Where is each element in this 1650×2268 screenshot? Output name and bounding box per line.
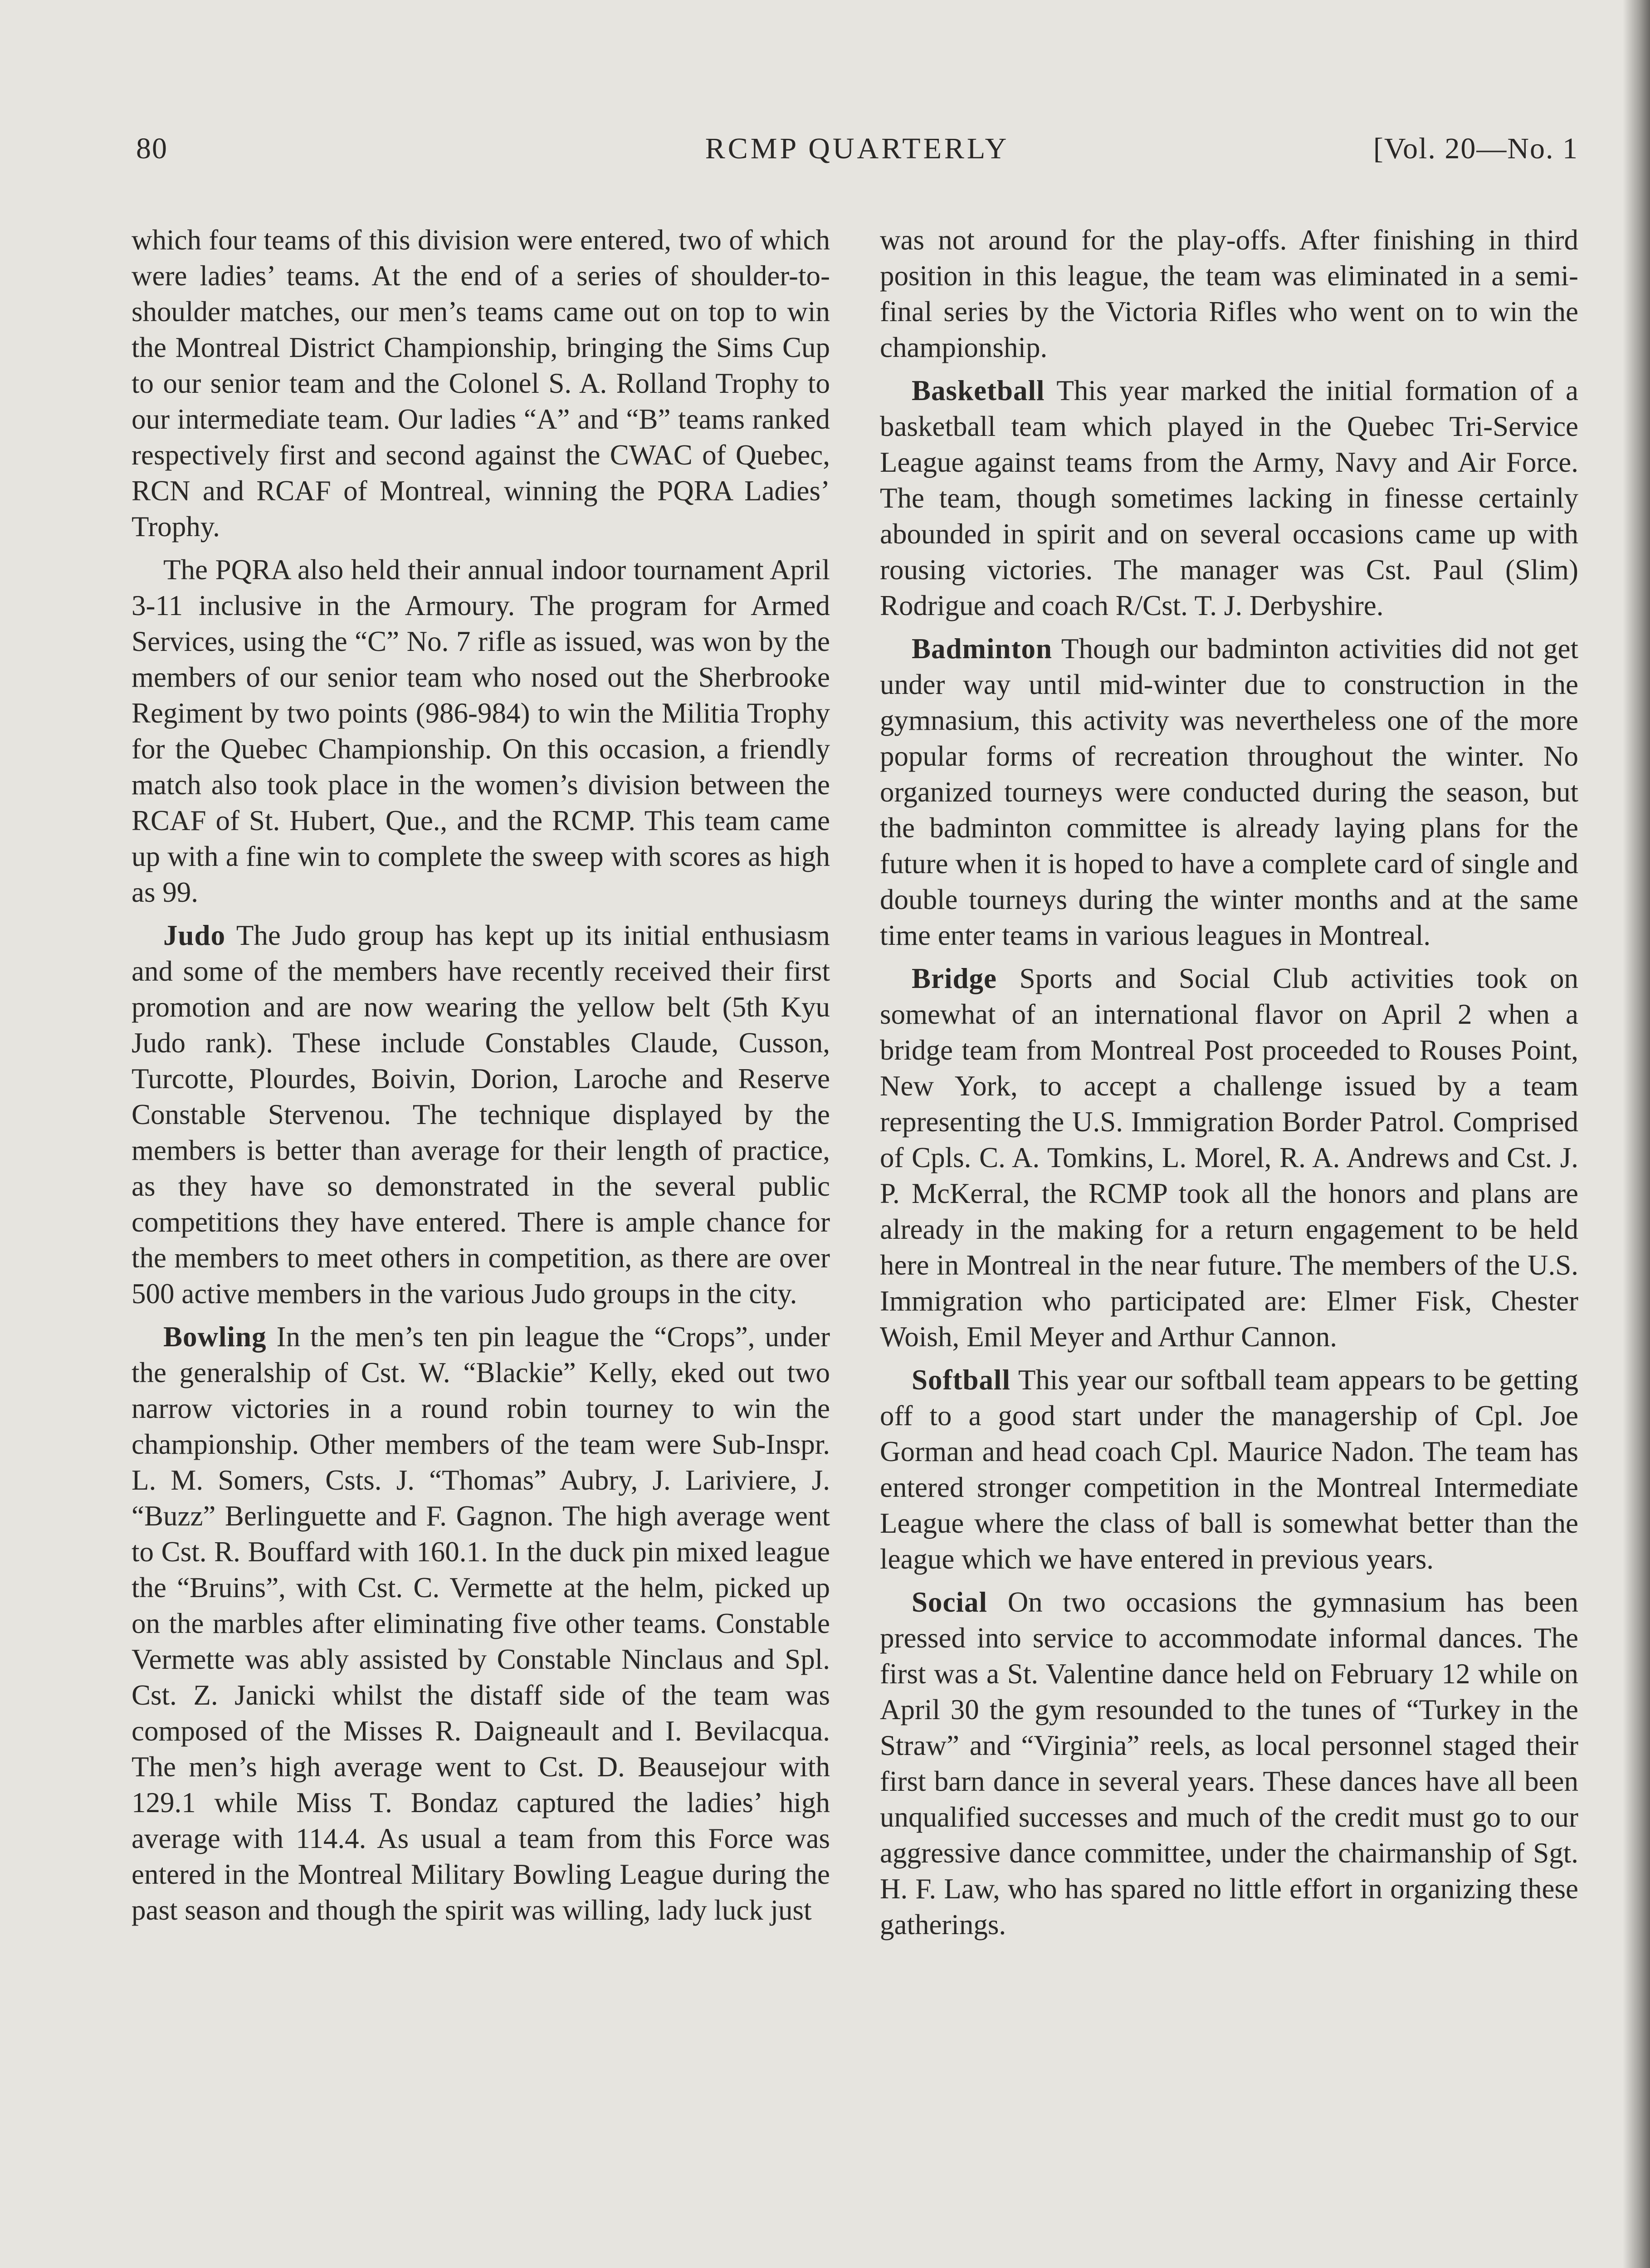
paragraph	[132, 552, 830, 910]
paragraph	[880, 222, 1578, 366]
paragraph	[880, 631, 1578, 953]
paragraph-text: Sports and Social Club activities took on somewhat of an international flavor on April 2 when a bridge team from Montreal Post proceeded to Rouses Point, New York, to accept a challenge issued by a team representing the U.S. Immigration Border Patrol. Comprised of Cpls. C. A. Tomkins, L. Morel, R. A. Andrews and Cst. J. P. McKerral, the RCMP took all the honors and plans are already in the making for a return engagement to be held here in Montreal in the near future. The members of the U.S. Immigration who participated are: Elmer Fisk, Chester Woish, Emil Meyer and Arthur Cannon.	[880, 963, 1578, 1353]
section-heading: Social	[912, 1586, 988, 1618]
section-heading: Bridge	[912, 963, 997, 994]
section-heading: Badminton	[912, 633, 1053, 665]
paragraph	[880, 1584, 1578, 1943]
section-heading: Softball	[912, 1364, 1011, 1396]
running-title: RCMP QUARTERLY	[705, 132, 1010, 165]
paragraph	[880, 1362, 1578, 1577]
paragraph-text: In the men’s ten pin league the “Crops”, under the generalship of Cst. W. “Blackie” Kelly, eked out two narrow victories in a round robin tourney to win the championship. Other members of the team were Sub-Inspr. L. M. Somers, Csts. J. “Thomas” Aubry, J. Lariviere, J. “Buzz” Berlinguette and F. Gagnon. The high average went to Cst. R. Bouffard with 160.1. In the duck pin mixed league the “Bruins”, with Cst. C. Vermette at the helm, picked up on the marbles after eliminating five other teams. Constable Vermette was ably assisted by Constable Ninclaus and Spl. Cst. Z. Janicki whilst the distaff side of the team was composed of the Misses R. Daigneault and I. Bevilacqua. The men’s high average went to Cst. D. Beausejour with 129.1 while Miss T. Bondaz captured the ladies’ high average with 114.4. As usual a team from this Force was entered in the Montreal Military Bowling League during the past season and though the spirit was willing, lady luck just	[132, 1321, 830, 1926]
paragraph	[132, 918, 830, 1312]
section-heading: Bowling	[163, 1321, 267, 1353]
page-number: 80	[136, 132, 168, 165]
paragraph-text: This year marked the initial formation of a basketball team which played in the Quebec Tri-Service League against teams from the Army, Navy and Air Force. The team, though sometimes lacking in finesse certainly abounded in spirit and on several occasions came up with rousing victories. The manager was Cst. Paul (Slim) Rodrigue and coach R/Cst. T. J. Derbyshire.	[880, 375, 1578, 621]
running-header	[136, 132, 1578, 181]
paragraph	[132, 222, 830, 545]
paragraph-text: The PQRA also held their annual indoor tournament April 3-11 inclusive in the Armoury. The program for Armed Services, using the “C” No. 7 rifle as issued, was won by the members of our senior team who nosed out the Sherbrooke Regiment by two points (986-984) to win the Militia Trophy for the Quebec Championship. On this occasion, a friendly match also took place in the women’s division between the RCAF of St. Hubert, Que., and the RCMP. This team came up with a fine win to complete the sweep with scores as high as 99.	[132, 554, 830, 908]
paragraph-text: which four teams of this division were entered, two of which were ladies’ teams. At the end of a series of shoulder-to-shoulder matches, our men’s teams came out on top to win the Montreal District Championship, bringing the Sims Cup to our senior team and the Colonel S. A. Rolland Trophy to our intermediate team. Our ladies “A” and “B” teams ranked respectively first and second against the CWAC of Quebec, RCN and RCAF of Montreal, winning the PQRA Ladies’ Trophy.	[132, 224, 830, 543]
paragraph	[132, 1319, 830, 1928]
page-spine-shadow	[1623, 0, 1650, 2268]
paragraph-text: On two occasions the gymnasium has been pressed into service to accommodate informal dances. The first was a St. Valentine dance held on February 12 while on April 30 the gym resounded to the tunes of “Turkey in the Straw” and “Virginia” reels, as local personnel staged their first barn dance in several years. These dances have all been unqualified successes and much of the credit must go to our aggressive dance committee, under the chairmanship of Sgt. H. F. Law, who has spared no little effort in organizing these gatherings.	[880, 1586, 1578, 1941]
paragraph-text: The Judo group has kept up its initial enthusiasm and some of the members have recently received their first promotion and are now wearing the yellow belt (5th Kyu Judo rank). These include Constables Claude, Cusson, Turcotte, Plourdes, Boivin, Dorion, Laroche and Reserve Constable Stervenou. The technique displayed by the members is better than average for their length of practice, as they have so demonstrated in the several public competitions they have entered. There is ample chance for the members to meet others in competition, as there are over 500 active members in the various Judo groups in the city.	[132, 919, 830, 1310]
right-column	[880, 222, 1578, 1950]
paragraph-text: Though our badminton activities did not get under way until mid-winter due to construction in the gymnasium, this activity was nevertheless one of the more popular forms of recreation throughout the winter. No organized tourneys were conducted during the season, but the badminton committee is already laying plans for the future when it is hoped to have a complete card of single and double tourneys during the winter months and at the same time enter teams in various leagues in Montreal.	[880, 633, 1578, 951]
paragraph-text: was not around for the play-offs. After finishing in third position in this league, the team was eliminated in a semi-final series by the Victoria Rifles who went on to win the championship.	[880, 224, 1578, 363]
paragraph	[880, 373, 1578, 624]
section-heading: Basketball	[912, 375, 1045, 406]
paragraph	[880, 961, 1578, 1355]
section-heading: Judo	[163, 919, 226, 951]
paragraph-text: This year our softball team appears to be getting off to a good start under the managership of Cpl. Joe Gorman and head coach Cpl. Maurice Nadon. The team has entered stronger competition in the Montreal Intermediate League where the class of ball is somewhat better than the league which we have entered in previous years.	[880, 1364, 1578, 1575]
volume-label: [Vol. 20—No. 1	[1373, 132, 1578, 165]
left-column	[132, 222, 830, 1936]
